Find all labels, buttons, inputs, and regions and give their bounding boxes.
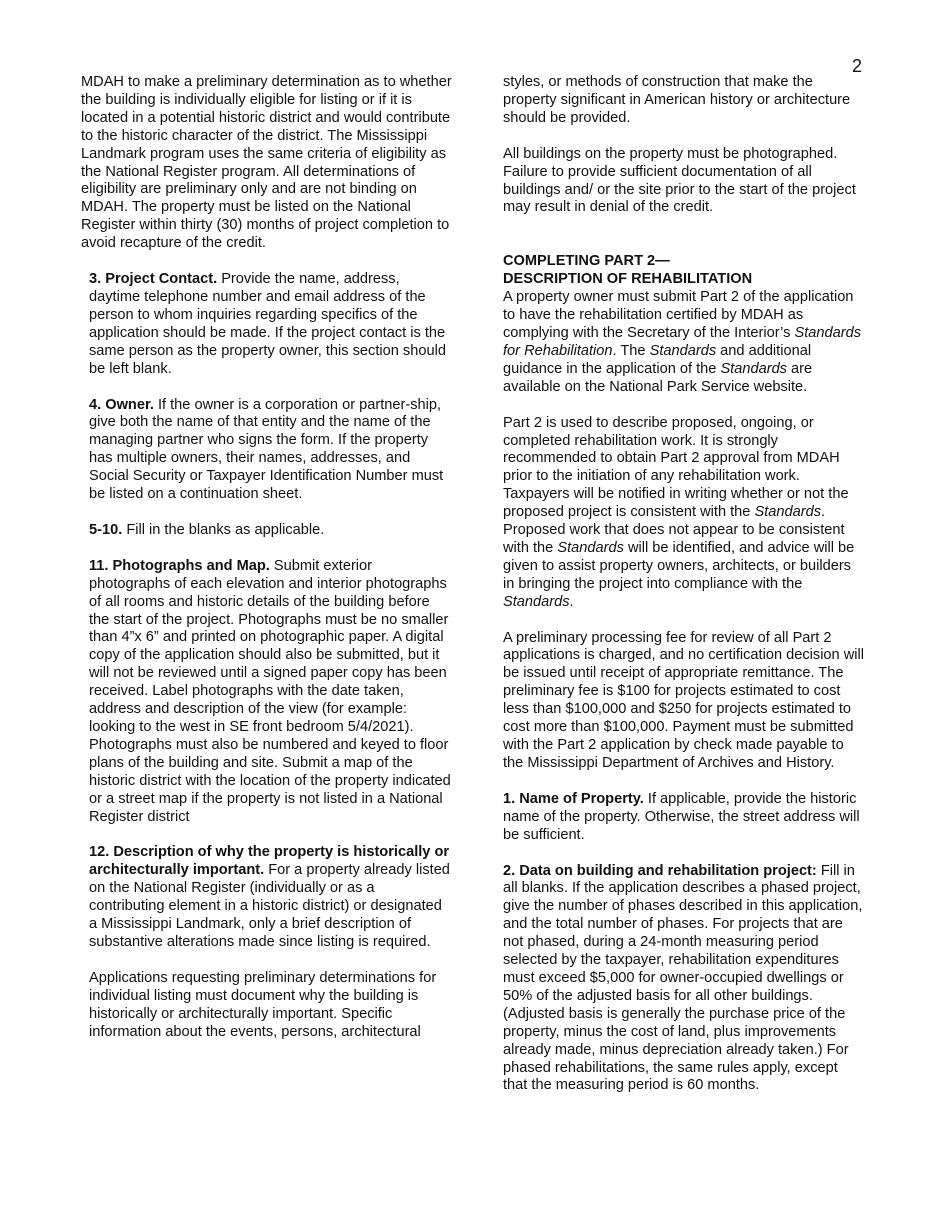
page-number: 2: [851, 56, 862, 76]
photographs-paragraph: All buildings on the property must be photographed. Failure to provide sufficient documentation of all buildings and/ or the site prior to the start of the project may result in denial of the credit.: [503, 145, 856, 216]
right-column: [503, 74, 865, 1113]
text-run: Part 2 is used to describe proposed, ongoing, or completed rehabilitation work. It is strongly recommended to obtain Part 2 approval from MDAH prior to the initiation of any rehabilitation work. Taxpayers will be notified in writing whether or not the proposed project is consistent with the: [503, 414, 849, 521]
text-run: will be identified, and advice will be given to assist property owners, architects, or builders in bringing the project into compliance with the: [503, 539, 855, 592]
continuation-paragraph: styles, or methods of construction that make the property significant in American history or architecture should be provided.: [503, 74, 851, 126]
italic-run: Standards for Rehabilitation: [503, 324, 862, 359]
item-5-10: [81, 522, 453, 540]
fee-paragraph: A preliminary processing fee for review of all Part 2 applications is charged, and no certification decision will be issued until receipt of appropriate remittance. The preliminary fee is $100 for projects estimated to cost less than $100,000 and $250 for projects estimated to cost more than $100,000. Payment must be submitted with the Part 2 application by check made payable to the Mississippi Department of Archives and History.: [503, 629, 864, 771]
item-12-continuation: Applications requesting preliminary determinations for individual listing must document why the building is historically or architecturally important. Specific information about the events, persons, architectural: [89, 969, 437, 1040]
part2-submit-paragraph: [503, 289, 865, 396]
text-run: . The: [612, 342, 650, 359]
item-4-text: If the owner is a corporation or partner-ship, give both the name of that entity and the name of the managing partner who signs the form. If the property has multiple owners, their names, addresses, and Social Security or Taxpayer Identification Number must be listed on a continuation sheet.: [89, 396, 444, 503]
item-2-label: 2. Data on building and rehabilitation project:: [503, 862, 817, 879]
text-run: are available on the National Park Service website.: [503, 360, 813, 395]
section-heading: [503, 253, 865, 289]
item-12-label: 12. Description of why the property is historically or architecturally important.: [89, 844, 450, 879]
item-3-text: Provide the name, address, daytime telephone number and email address of the person to whom inquiries regarding specifics of the application should be made. If the project contact is the same person as the property owner, this section should be left blank.: [89, 271, 446, 377]
item-1-name-of-property: [503, 791, 865, 845]
section-heading-line-2: DESCRIPTION OF REHABILITATION: [503, 271, 753, 288]
item-11-text: Submit exterior photographs of each elevation and interior photographs of all rooms and historic details of the building before the start of the project. Photographs must be no smaller than 4”x 6” and printed on photographic paper. A digital copy of the application should also be submitted, but it will not be reviewed until a signed paper copy has been received. Label photographs with the date taken, address and description of the view (for example: looking to the west in SE front bedroom 5/4/2021). Photographs must also be numbered and keyed to floor plans of the building and site. Submit a map of the historic district with the location of the property indicated or a street map if the property is not listed in a National Register district: [89, 557, 451, 825]
item-3-project-contact: [81, 271, 453, 378]
intro-paragraph: MDAH to make a preliminary determination as to whether the building is individually eligible for listing or if it is located in a potential historic district and would contribute to the historic character of the district. The Mississippi Landmark program uses the same criteria of eligibility as the National Register program. All determinations of eligibility are preliminary only and are not binding on MDAH. The property must be listed on the National Register within thirty (30) months of project completion to avoid recapture of the credit.: [81, 74, 452, 252]
item-3-label: 3. Project Contact.: [89, 271, 218, 288]
item-11-label: 11. Photographs and Map.: [89, 557, 270, 574]
item-5-10-label: 5-10.: [89, 521, 123, 538]
item-12-text: For a property already listed on the National Register (individually or as a contributing element in a historic district) or designated a Mississippi Landmark, only a brief description of substantive alterations made since listing is required.: [89, 862, 450, 950]
italic-run: Standards: [754, 504, 822, 521]
item-1-text: If applicable, provide the historic name of the property. Otherwise, the street address will be sufficient.: [503, 790, 860, 843]
item-4-owner: [81, 397, 453, 504]
item-12-description: [81, 844, 453, 951]
text-run: A property owner must submit Part 2 of the application to have the rehabilitation certified by MDAH as complying with the Secretary of the Interior’s: [503, 289, 854, 341]
italic-run: Standards: [557, 539, 624, 556]
section-heading-line-1: COMPLETING PART 2—: [503, 253, 670, 270]
item-5-10-text: Fill in the blanks as applicable.: [122, 521, 325, 538]
text-run: . Proposed work that does not appear to be consistent with the: [503, 504, 845, 556]
italic-run: Standards: [503, 593, 570, 610]
item-4-label: 4. Owner.: [89, 396, 154, 413]
part2-usage-paragraph: [503, 415, 865, 612]
left-column: [81, 74, 453, 1060]
text-run: and additional guidance in the application of the: [503, 342, 812, 377]
item-1-label: 1. Name of Property.: [503, 790, 644, 807]
item-2-data-on-building: [503, 863, 865, 1096]
italic-run: Standards: [649, 342, 717, 359]
text-run: .: [569, 593, 574, 610]
italic-run: Standards: [720, 360, 787, 377]
item-11-photographs-map: [81, 558, 453, 827]
item-2-text: Fill in all blanks. If the application describes a phased project, give the number of phases described in this application, and the total number of phases. For projects that are not phased, during a 24-month measuring period selected by the taxpayer, rehabilitation expenditures must exceed $5,000 for owner-occupied dwellings or 50% of the adjusted basis for all other buildings. (Adjusted basis is generally the purchase price of the property, minus the cost of land, plus improvements already made, minus depreciation already taken.) For phased rehabilitations, the same rules apply, except that the measuring period is 60 months.: [503, 862, 863, 1094]
